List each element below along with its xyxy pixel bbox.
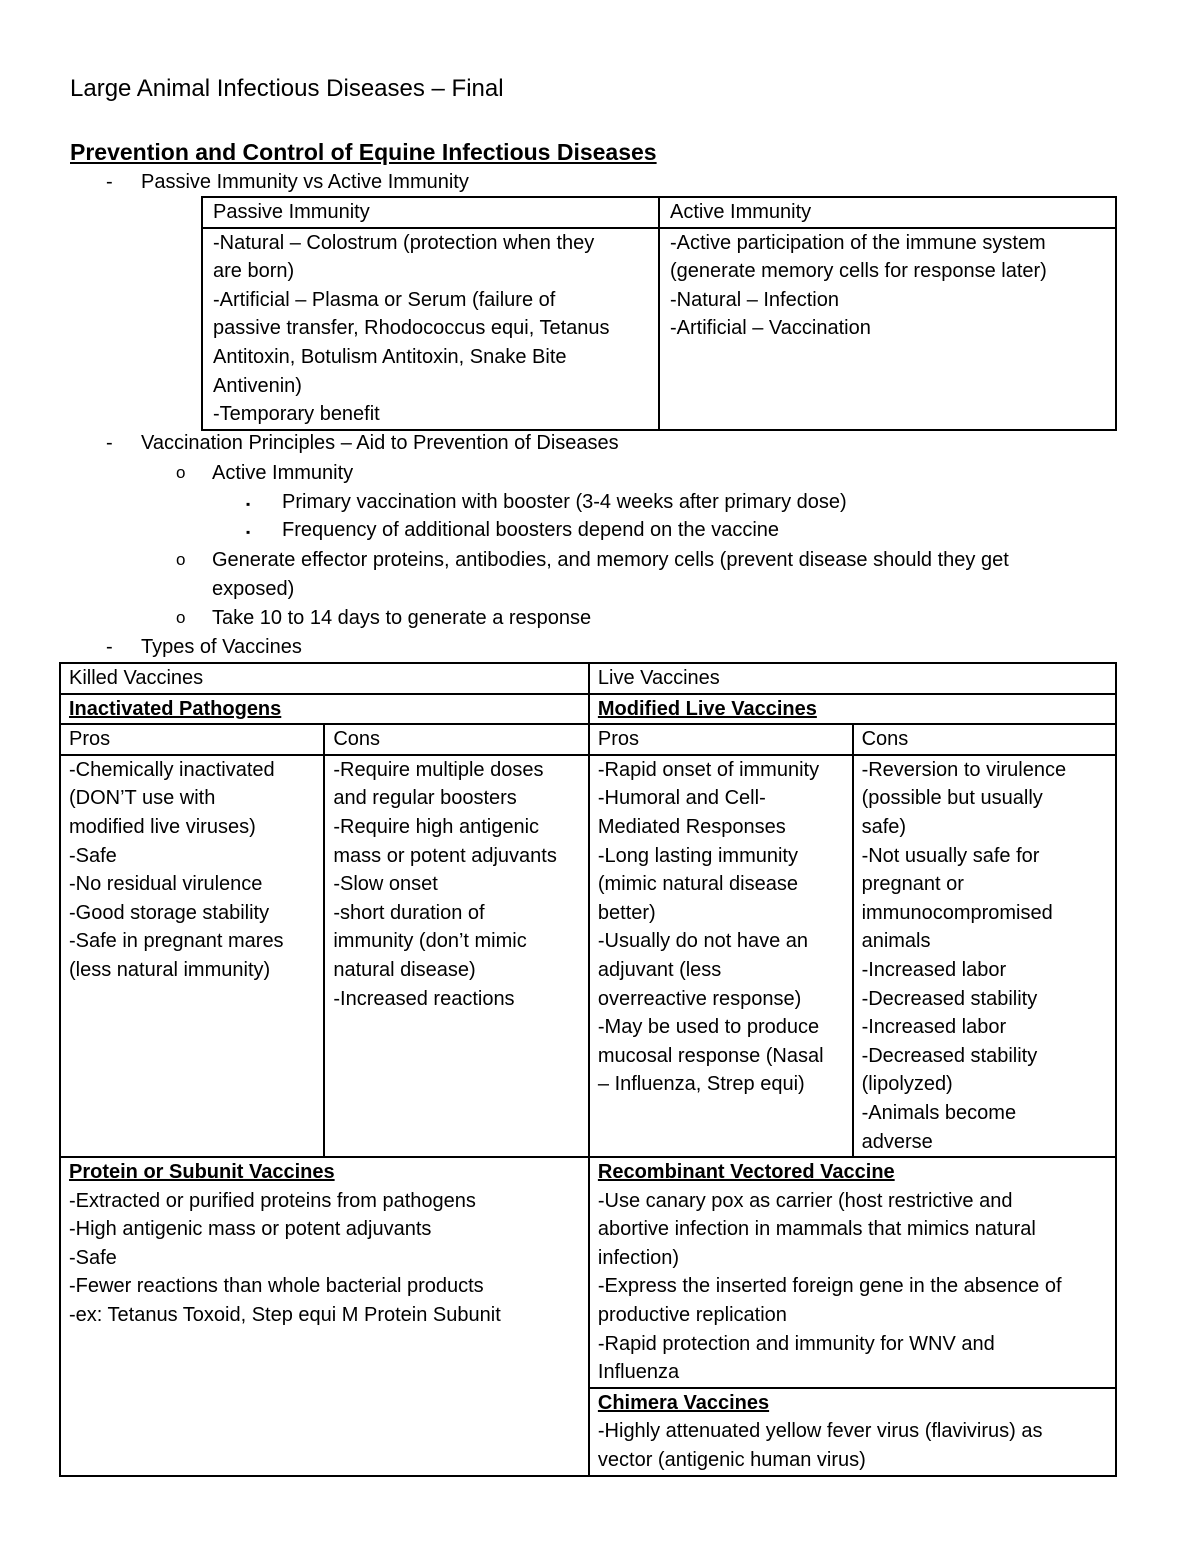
chimera-vaccines-title: Chimera Vaccines bbox=[597, 1391, 770, 1414]
cell-line: -Extracted or purified proteins from pathogens bbox=[69, 1189, 476, 1212]
square-bullet: ▪ bbox=[246, 525, 251, 539]
outline-item-text: Types of Vaccines bbox=[141, 636, 302, 658]
cell-line: -Reversion to virulence bbox=[861, 758, 1067, 781]
circle-bullet: o bbox=[176, 463, 186, 482]
modified-live-vaccines-title: Modified Live Vaccines bbox=[589, 694, 1116, 725]
table-row bbox=[60, 663, 1116, 694]
cell-line: better) bbox=[597, 901, 656, 924]
modified-live-cons-cell bbox=[853, 755, 1116, 1157]
cell-line: -Safe bbox=[69, 844, 117, 867]
cell-line: -Require high antigenic bbox=[333, 815, 540, 838]
cell-line: overreactive response) bbox=[597, 987, 802, 1010]
cell-line: safe) bbox=[861, 815, 907, 838]
square-bullet: ▪ bbox=[246, 497, 251, 511]
header-killed-vaccines: Killed Vaccines bbox=[60, 663, 589, 694]
cell-line: -Natural – Infection bbox=[670, 288, 839, 311]
cell-line: are born) bbox=[213, 260, 295, 283]
cell-line: -Not usually safe for bbox=[861, 844, 1040, 867]
cell-line: (DON’T use with bbox=[69, 787, 216, 810]
cell-line: -Active participation of the immune system bbox=[670, 231, 1046, 254]
cell-line: (mimic natural disease bbox=[597, 873, 798, 896]
table-row bbox=[202, 228, 1116, 430]
circle-bullet: o bbox=[176, 550, 186, 569]
cell-line: -Animals become bbox=[861, 1101, 1017, 1124]
cell-line: -Express the inserted foreign gene in the absence of bbox=[597, 1275, 1062, 1298]
cell-line: -Fewer reactions than whole bacterial products bbox=[69, 1275, 484, 1298]
table-row bbox=[60, 755, 1116, 1157]
outline-item-text: Take 10 to 14 days to generate a response bbox=[212, 607, 592, 629]
outline-item-text: Passive Immunity vs Active Immunity bbox=[141, 171, 469, 193]
cons-label: Cons bbox=[853, 724, 1116, 755]
cell-line: productive replication bbox=[597, 1304, 787, 1327]
pros-label: Pros bbox=[60, 724, 324, 755]
table-row bbox=[60, 694, 1116, 725]
header-active-immunity: Active Immunity bbox=[659, 197, 1116, 228]
inactivated-cons-cell bbox=[324, 755, 589, 1157]
modified-live-pros-cell bbox=[589, 755, 853, 1157]
cell-line: -Temporary benefit bbox=[213, 403, 380, 426]
circle-bullet: o bbox=[176, 608, 186, 627]
outline-item-text: Vaccination Principles – Aid to Prevention of Diseases bbox=[141, 432, 619, 454]
passive-immunity-cell bbox=[202, 228, 659, 430]
cell-line: -Decreased stability bbox=[861, 1044, 1038, 1067]
cell-line: modified live viruses) bbox=[69, 815, 256, 838]
inactivated-pros-cell bbox=[60, 755, 324, 1157]
outline-item-text: Primary vaccination with booster (3-4 weeks after primary dose) bbox=[282, 491, 847, 513]
cell-line: Antivenin) bbox=[213, 374, 302, 397]
outline-item-text: exposed) bbox=[212, 578, 295, 600]
cell-line: mucosal response (Nasal bbox=[597, 1044, 824, 1067]
cell-line: passive transfer, Rhodococcus equi, Tetanus bbox=[213, 317, 610, 340]
cell-line: vector (antigenic human virus) bbox=[597, 1449, 866, 1472]
cons-label: Cons bbox=[324, 724, 589, 755]
cell-line: Mediated Responses bbox=[597, 815, 786, 838]
cell-line: adjuvant (less bbox=[597, 958, 722, 981]
cell-line: -ex: Tetanus Toxoid, Step equi M Protein Subunit bbox=[69, 1304, 501, 1327]
cell-line: -Increased reactions bbox=[333, 987, 515, 1010]
header-live-vaccines: Live Vaccines bbox=[589, 663, 1116, 694]
cell-line: -Increased labor bbox=[861, 958, 1007, 981]
cell-line: -Safe bbox=[69, 1246, 117, 1269]
section-heading: Prevention and Control of Equine Infectious Diseases bbox=[70, 139, 657, 165]
cell-line: -Artificial – Plasma or Serum (failure of bbox=[213, 288, 556, 311]
cell-line: adverse bbox=[861, 1130, 933, 1153]
cell-line: (possible but usually bbox=[861, 787, 1043, 810]
pros-label: Pros bbox=[589, 724, 853, 755]
inactivated-pathogens-title: Inactivated Pathogens bbox=[60, 694, 589, 725]
cell-line: -Rapid protection and immunity for WNV and bbox=[597, 1332, 995, 1355]
cell-line: -Highly attenuated yellow fever virus (flavivirus) as bbox=[597, 1420, 1043, 1443]
outline-item-text: Active Immunity bbox=[212, 462, 354, 484]
cell-line: natural disease) bbox=[333, 958, 476, 981]
cell-line: -High antigenic mass or potent adjuvants bbox=[69, 1218, 432, 1241]
cell-line: animals bbox=[861, 930, 931, 953]
dash-bullet: - bbox=[106, 636, 113, 658]
subunit-vaccines-cell bbox=[60, 1157, 589, 1476]
dash-bullet: - bbox=[106, 171, 113, 193]
cell-line: -Natural – Colostrum (protection when they bbox=[213, 231, 595, 254]
cell-line: (generate memory cells for response later) bbox=[670, 260, 1047, 283]
cell-line: mass or potent adjuvants bbox=[333, 844, 557, 867]
cell-line: immunocompromised bbox=[861, 901, 1053, 924]
recombinant-vectored-title: Recombinant Vectored Vaccine bbox=[597, 1161, 895, 1184]
cell-line: -Humoral and Cell- bbox=[597, 787, 766, 810]
cell-line: -Artificial – Vaccination bbox=[670, 317, 871, 340]
cell-line: -Require multiple doses bbox=[333, 758, 544, 781]
cell-line: – Influenza, Strep equi) bbox=[597, 1073, 805, 1096]
cell-line: -May be used to produce bbox=[597, 1016, 820, 1039]
table-row bbox=[60, 724, 1116, 755]
cell-line: abortive infection in mammals that mimics natural bbox=[597, 1218, 1036, 1241]
outline-item-text: Frequency of additional boosters depend on the vaccine bbox=[282, 519, 780, 541]
recombinant-vectored-cell bbox=[589, 1157, 1116, 1388]
table-row bbox=[202, 197, 1116, 228]
active-immunity-cell bbox=[659, 228, 1116, 430]
outline-item-text: Generate effector proteins, antibodies, and memory cells (prevent disease should they get bbox=[212, 549, 1009, 571]
cell-line: -Usually do not have an bbox=[597, 930, 809, 953]
cell-line: and regular boosters bbox=[333, 787, 517, 810]
cell-line: (less natural immunity) bbox=[69, 958, 271, 981]
cell-line: Influenza bbox=[597, 1361, 680, 1384]
header-passive-immunity: Passive Immunity bbox=[202, 197, 659, 228]
cell-line: -Long lasting immunity bbox=[597, 844, 798, 867]
document-title: Large Animal Infectious Diseases – Final bbox=[70, 75, 504, 102]
cell-line: -Increased labor bbox=[861, 1016, 1007, 1039]
cell-line: pregnant or bbox=[861, 873, 964, 896]
subunit-vaccines-title: Protein or Subunit Vaccines bbox=[69, 1161, 335, 1184]
cell-line: -Chemically inactivated bbox=[69, 758, 275, 781]
cell-line: Antitoxin, Botulism Antitoxin, Snake Bite bbox=[213, 345, 567, 368]
dash-bullet: - bbox=[106, 432, 113, 454]
cell-line: (lipolyzed) bbox=[861, 1073, 953, 1096]
table-row bbox=[60, 1157, 1116, 1388]
cell-line: infection) bbox=[597, 1246, 680, 1269]
cell-line: -Rapid onset of immunity bbox=[597, 758, 820, 781]
vaccine-types-table bbox=[59, 662, 1117, 1477]
cell-line: -Slow onset bbox=[333, 873, 438, 896]
cell-line: -short duration of bbox=[333, 901, 485, 924]
cell-line: -No residual virulence bbox=[69, 873, 263, 896]
cell-line: -Good storage stability bbox=[69, 901, 270, 924]
chimera-vaccines-cell bbox=[589, 1388, 1116, 1476]
cell-line: -Use canary pox as carrier (host restrictive and bbox=[597, 1189, 1013, 1212]
cell-line: immunity (don’t mimic bbox=[333, 930, 527, 953]
cell-line: -Safe in pregnant mares bbox=[69, 930, 284, 953]
immunity-comparison-table bbox=[201, 196, 1117, 431]
cell-line: -Decreased stability bbox=[861, 987, 1038, 1010]
